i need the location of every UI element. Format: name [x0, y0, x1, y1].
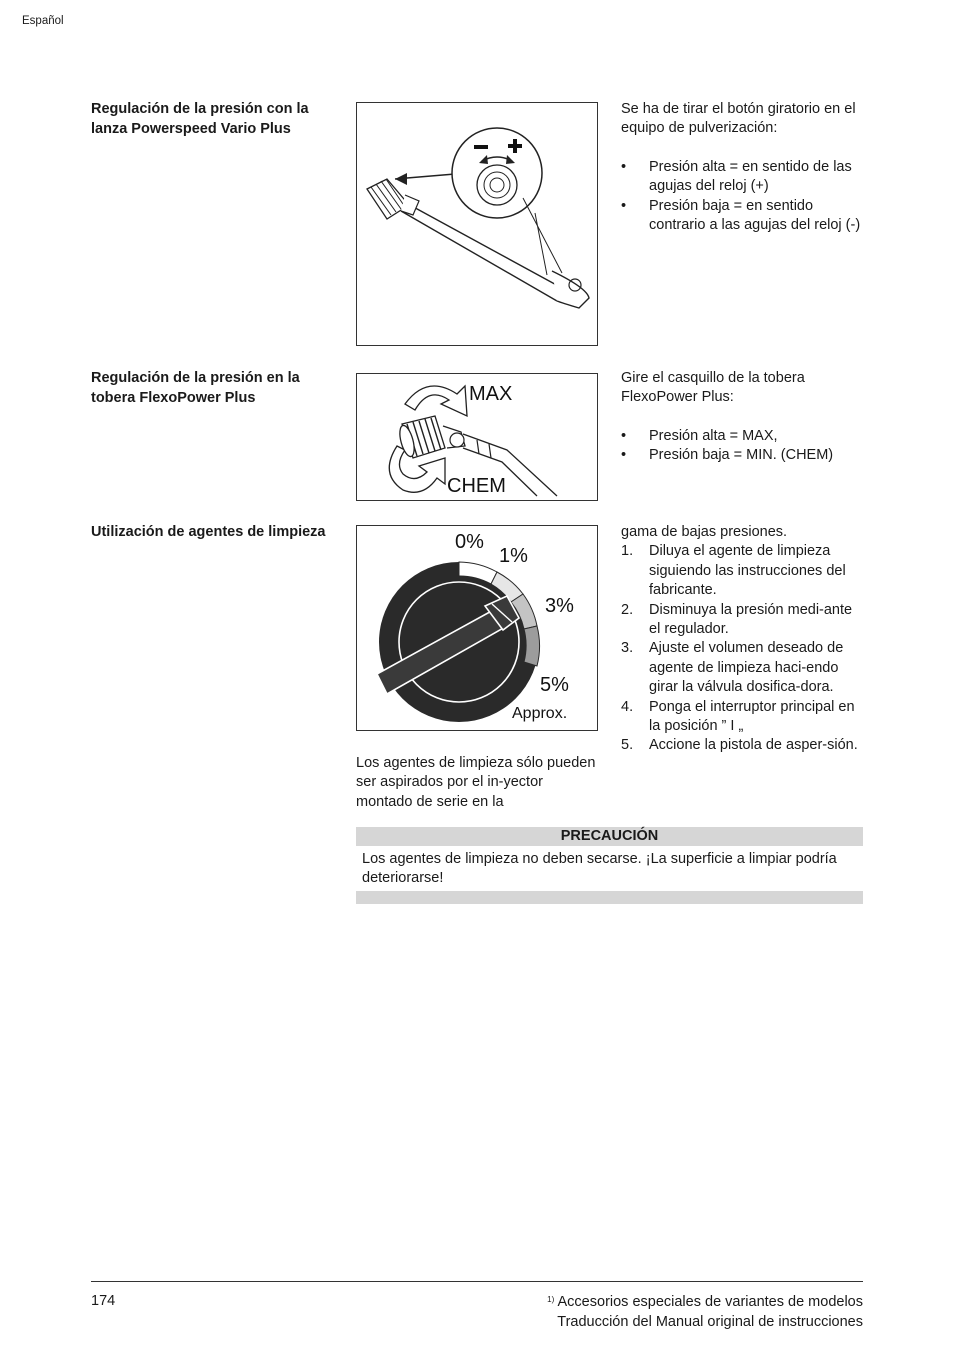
section-heading-cleaning-agents: Utilización de agentes de limpieza	[91, 524, 326, 540]
figure-dosing-valve	[356, 525, 598, 731]
label-approx: Approx.	[512, 705, 568, 722]
label-0-percent: 0%	[455, 531, 484, 553]
footnote-mark: 1)	[547, 1295, 555, 1304]
list-item: • Presión alta = en sentido de las agujas del reloj (+)	[621, 158, 852, 195]
dosing-valve-illustration	[357, 526, 599, 732]
section-heading-flexopower: Regulación de la presión en la tobera FlexoPower Plus	[91, 370, 300, 406]
list-item: 1. Diluya el agente de limpieza siguiendo las instrucciones del fabricante.	[621, 543, 846, 599]
footer-line-1: $^{1)}$ Accesorios especiales de variantes de modelos	[547, 1294, 863, 1310]
label-1-percent: 1%	[499, 545, 528, 567]
caution-footer-bar	[356, 891, 863, 904]
figure-powerspeed-lance	[356, 102, 598, 346]
section2-text	[621, 369, 866, 466]
section1-intro: Se ha de tirar el botón giratorio en el equipo de pulverización:	[621, 101, 856, 137]
footer-divider	[91, 1281, 863, 1282]
label-chem: CHEM	[447, 475, 506, 497]
list-item: 2. Disminuya la presión medi-ante el regulador.	[621, 601, 853, 638]
section-heading-powerspeed: Regulación de la presión con la lanza Powerspeed Vario Plus	[91, 101, 309, 137]
section3-intro: gama de bajas presiones.	[621, 524, 788, 540]
label-5-percent: 5%	[540, 674, 569, 696]
label-3-percent: 3%	[545, 595, 574, 617]
section3-left-text: Los agentes de limpieza sólo pueden ser aspirados por el in-yector montado de serie en la	[356, 755, 596, 810]
nozzle-illustration	[357, 374, 599, 502]
section1-text	[621, 100, 866, 235]
list-item: 5. Accione la pistola de asper-sión.	[621, 737, 858, 754]
footer-notes	[547, 1292, 863, 1332]
caution-header: PRECAUCIÓN	[356, 827, 863, 846]
lance-illustration	[357, 103, 599, 347]
section2-bullet-list	[621, 427, 866, 466]
list-item: 3. Ajuste el volumen deseado de agente de limpieza haci-endo girar la válvula dosifica-dora.	[621, 640, 844, 696]
list-item: • Presión alta = MAX,	[621, 427, 778, 444]
label-max: MAX	[469, 383, 513, 405]
page-language: Español	[22, 15, 64, 27]
page-number: 174	[91, 1293, 116, 1309]
list-item: • Presión baja = MIN. (CHEM)	[621, 447, 834, 464]
section3-steps-list	[621, 542, 866, 755]
footer-line-2: Traducción del Manual original de instrucciones	[557, 1314, 863, 1330]
caution-text: Los agentes de limpieza no deben secarse. ¡La superficie a limpiar podría deteriorarse!	[362, 851, 837, 887]
section3-right-text	[621, 523, 866, 756]
section2-intro: Gire el casquillo de la tobera FlexoPower Plus:	[621, 370, 805, 406]
list-item: 4. Ponga el interruptor principal en la posición ” I „	[621, 698, 855, 735]
figure-flexopower-nozzle	[356, 373, 598, 501]
list-item: • Presión baja = en sentido contrario a las agujas del reloj (-)	[621, 197, 861, 234]
section1-bullet-list	[621, 158, 866, 236]
